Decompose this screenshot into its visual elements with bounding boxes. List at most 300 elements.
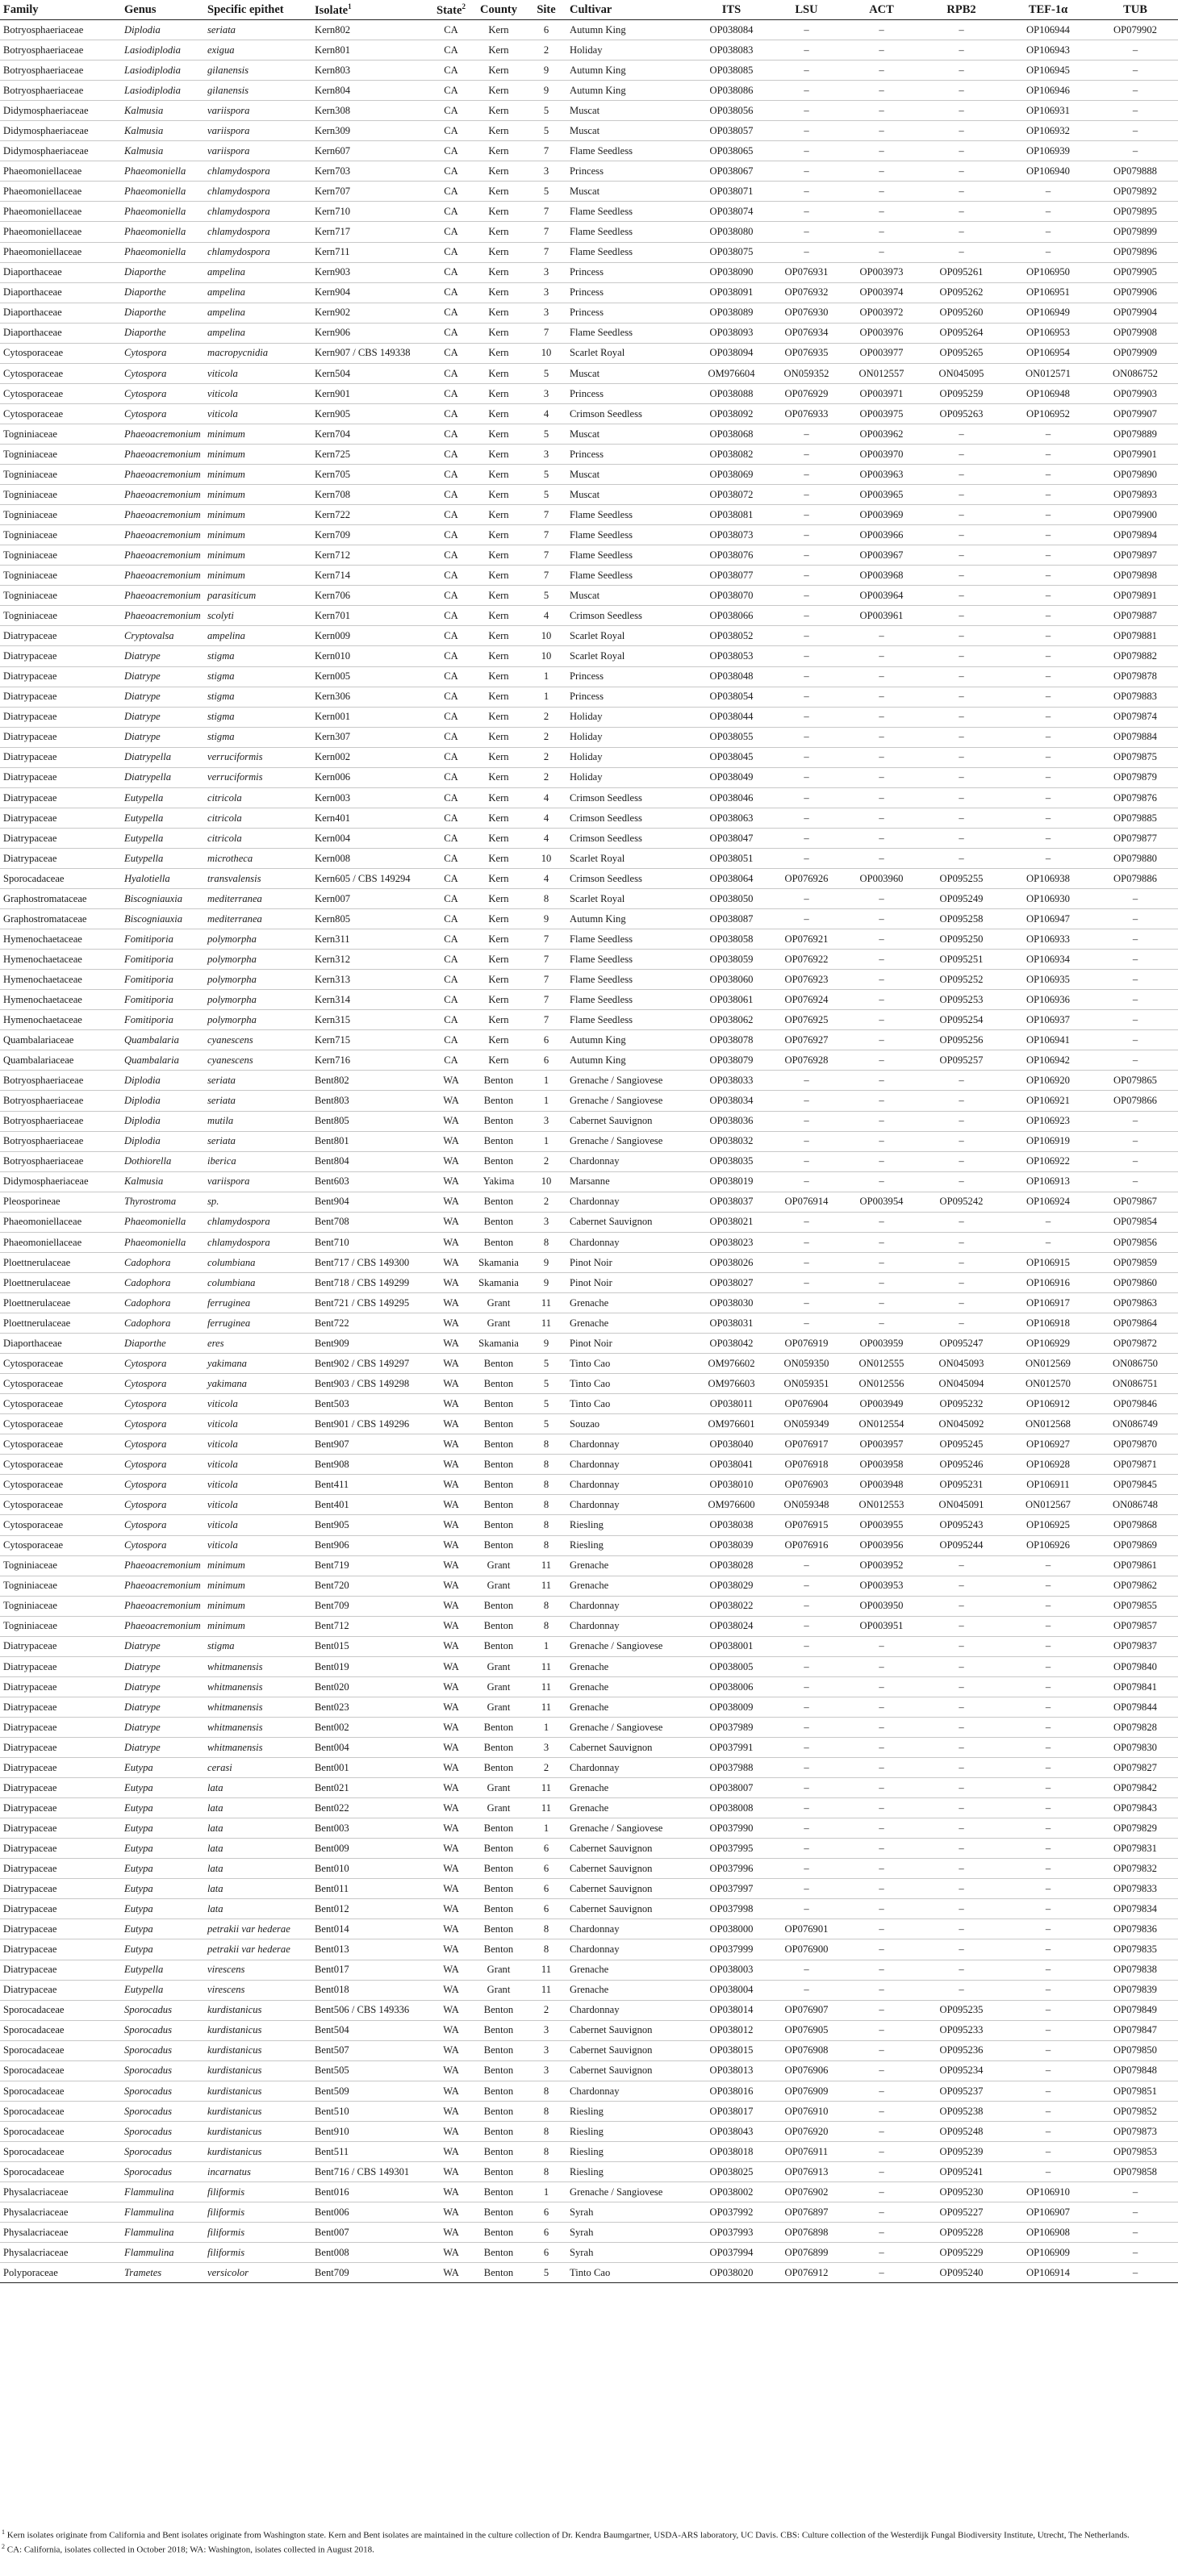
cell-county: Grant [487,1580,511,1592]
cell-genus: Kalmusia [124,1175,164,1188]
cell-isolate: Bent017 [315,1964,349,1976]
cell-cultivar: Grenache [570,1559,609,1572]
cell-genus: Thyrostroma [124,1196,177,1208]
cell-rpb2: OP095251 [939,953,984,965]
cell-isolate: Bent020 [315,1680,349,1693]
cell-rpb2: – [959,1903,964,1915]
cell-specific-epithet: verruciformis [207,771,263,783]
cell-lsu: – [804,1317,809,1329]
cell-tef1a: – [1045,468,1051,480]
cell-cultivar: Chardonnay [570,2085,620,2097]
cell-county: Benton [483,1943,514,1956]
cell-tub: OP079878 [1113,670,1157,683]
cell-tub: OP079858 [1113,2165,1157,2177]
cell-genus: Cytospora [124,1519,167,1531]
cell-state: CA [444,832,458,844]
cell-lsu: – [804,246,809,258]
cell-specific-epithet: sp. [207,1196,219,1208]
cell-cultivar: Grenache [570,1781,609,1793]
cell-tub: OP079908 [1113,327,1157,339]
cell-specific-epithet: columbiana [207,1256,256,1268]
cell-its: OP038007 [709,1781,754,1793]
table-row [0,40,1178,61]
cell-cultivar: Riesling [570,1519,604,1531]
cell-genus: Fomitiporia [124,953,173,965]
cell-family: Physalacriaceae [3,2246,69,2258]
cell-site: 4 [543,407,549,420]
cell-county: Kern [488,953,509,965]
cell-state: CA [444,711,458,723]
cell-its: OP038090 [709,266,754,278]
cell-county: Kern [488,872,509,884]
cell-county: Kern [488,771,509,783]
cell-tef1a: – [1045,1600,1051,1612]
cell-cultivar: Flame Seedless [570,226,633,238]
column-header-label: LSU [795,2,818,16]
cell-specific-epithet: minimum [207,428,245,440]
cell-specific-epithet: kurdistanicus [207,2145,262,2157]
cell-tub: – [1132,1054,1138,1067]
cell-isolate: Kern005 [315,670,351,683]
cell-cultivar: Flame Seedless [570,508,633,520]
table-row [0,444,1178,464]
cell-specific-epithet: eres [207,1337,224,1349]
cell-family: Togniniaceae [3,488,57,500]
cell-site: 11 [541,1802,552,1814]
cell-lsu: – [804,1236,809,1248]
cell-lsu: – [804,832,809,844]
table-row [0,505,1178,525]
cell-its: OP038069 [709,468,754,480]
cell-isolate: Bent509 [315,2085,349,2097]
cell-rpb2: ON045094 [938,1377,984,1389]
cell-its: OP038083 [709,44,754,56]
cell-site: 10 [541,852,552,864]
cell-act: – [879,650,884,662]
cell-isolate: Kern902 [315,307,351,319]
cell-county: Kern [488,468,509,480]
cell-tub: OP079882 [1113,650,1157,662]
table-row [0,1960,1178,1980]
cell-tef1a: OP106949 [1026,307,1070,319]
cell-state: CA [444,691,458,703]
cell-lsu: – [804,1721,809,1733]
cell-state: WA [443,1943,459,1956]
cell-county: Kern [488,912,509,925]
cell-genus: Fomitiporia [124,993,173,1005]
cell-its: OP038089 [709,307,754,319]
table-row [0,222,1178,242]
cell-rpb2: ON045093 [938,1357,984,1369]
cell-its: OP038070 [709,590,754,602]
table-row [0,1030,1178,1050]
cell-specific-epithet: kurdistanicus [207,2105,262,2117]
cell-specific-epithet: kurdistanicus [207,2125,262,2137]
cell-state: CA [444,953,458,965]
table-row [0,262,1178,282]
table-row [0,1354,1178,1374]
table-row [0,606,1178,626]
cell-isolate: Kern904 [315,286,351,299]
cell-site: 3 [543,1741,549,1753]
cell-tub: OP079888 [1113,165,1157,177]
cell-its: OP038037 [709,1196,754,1208]
cell-lsu: – [804,226,809,238]
cell-lsu: – [804,791,809,804]
cell-state: CA [444,1034,458,1046]
cell-tub: ON086752 [1113,367,1158,379]
cell-county: Benton [483,2246,514,2258]
cell-family: Botryosphaeriaceae [3,1135,84,1147]
cell-county: Kern [488,508,509,520]
cell-cultivar: Chardonnay [570,1236,620,1248]
cell-lsu: OP076906 [784,2065,829,2077]
column-header-genus [121,0,204,20]
cell-state: WA [443,1115,459,1127]
cell-state: CA [444,226,458,238]
cell-rpb2: – [959,1095,964,1107]
cell-lsu: – [804,1964,809,1976]
cell-family: Diatrypaceae [3,711,57,723]
cell-tub: ON086750 [1113,1357,1158,1369]
cell-tef1a: – [1045,2004,1051,2016]
cell-site: 3 [543,286,549,299]
cell-act: – [879,2044,884,2056]
cell-site: 9 [543,912,549,925]
cell-site: 3 [543,387,549,399]
cell-isolate: Bent708 [315,1216,349,1228]
cell-its: OP038064 [709,872,754,884]
cell-rpb2: – [959,226,964,238]
cell-lsu: – [804,1620,809,1632]
cell-lsu: OP076922 [784,953,829,965]
cell-genus: Cytospora [124,387,167,399]
table-footnotes [0,2527,1178,2555]
cell-genus: Phaeoacremonium [124,1620,201,1632]
cell-isolate: Bent019 [315,1660,349,1672]
cell-site: 10 [541,347,552,359]
cell-site: 11 [541,1984,552,1996]
cell-its: OM976601 [708,1417,755,1430]
cell-isolate: Bent002 [315,1721,349,1733]
cell-site: 8 [543,1600,549,1612]
cell-family: Togniniaceae [3,1620,57,1632]
cell-tef1a: – [1045,448,1051,460]
cell-county: Skamania [478,1337,519,1349]
cell-site: 3 [543,165,549,177]
cell-rpb2: – [959,64,964,76]
cell-county: Benton [483,1600,514,1612]
cell-act: – [879,2186,884,2198]
cell-family: Botryosphaeriaceae [3,64,84,76]
cell-isolate: Kern901 [315,387,351,399]
cell-act: – [879,1842,884,1854]
cell-genus: Fomitiporia [124,973,173,985]
cell-site: 1 [543,1135,549,1147]
cell-family: Sporocadaceae [3,2065,65,2077]
cell-genus: Cadophora [124,1276,171,1288]
cell-its: OP038004 [709,1984,754,1996]
cell-its: OP038022 [709,1600,754,1612]
cell-rpb2: – [959,711,964,723]
cell-family: Hymenochaetaceae [3,973,82,985]
cell-rpb2: – [959,448,964,460]
cell-family: Diatrypaceae [3,1842,57,1854]
cell-lsu: – [804,691,809,703]
cell-rpb2: – [959,528,964,541]
cell-state: WA [443,1680,459,1693]
table-row [0,1313,1178,1334]
cell-act: – [879,1701,884,1713]
table-row [0,566,1178,586]
cell-its: OP038052 [709,630,754,642]
cell-tef1a: – [1045,1842,1051,1854]
cell-state: WA [443,1236,459,1248]
cell-state: WA [443,1519,459,1531]
cell-act: – [879,832,884,844]
cell-county: Kern [488,84,509,96]
cell-family: Botryosphaeriaceae [3,1095,84,1107]
cell-act: OP003952 [859,1559,904,1572]
cell-state: WA [443,1640,459,1652]
cell-isolate: Bent904 [315,1196,349,1208]
cell-lsu: – [804,1155,809,1167]
cell-cultivar: Princess [570,286,604,299]
cell-family: Diatrypaceae [3,1802,57,1814]
cell-isolate: Kern401 [315,812,351,824]
cell-act: – [879,852,884,864]
cell-family: Sporocadaceae [3,2085,65,2097]
cell-site: 2 [543,1196,549,1208]
cell-rpb2: – [959,206,964,218]
cell-site: 3 [543,1216,549,1228]
cell-state: WA [443,1196,459,1208]
cell-county: Kern [488,286,509,299]
cell-rpb2: OP095242 [939,1196,984,1208]
cell-tef1a: OP106916 [1026,1276,1070,1288]
cell-state: WA [443,1822,459,1834]
cell-act: – [879,1014,884,1026]
cell-act: OP003970 [859,448,904,460]
cell-tub: OP079871 [1113,1459,1157,1471]
cell-its: OP038084 [709,23,754,35]
table-row [0,727,1178,747]
cell-lsu: OP076905 [784,2024,829,2036]
cell-cultivar: Chardonnay [570,2004,620,2016]
cell-state: CA [444,549,458,561]
cell-site: 7 [543,953,549,965]
cell-tef1a: OP106948 [1026,387,1070,399]
cell-tef1a: – [1045,2105,1051,2117]
cell-county: Kern [488,670,509,683]
cell-genus: Cytospora [124,1397,167,1409]
column-header-label: County [480,2,517,16]
cell-act: – [879,1075,884,1087]
cell-specific-epithet: chlamydospora [207,226,270,238]
cell-rpb2: OP095240 [939,2266,984,2278]
cell-site: 2 [543,711,549,723]
cell-its: OP038040 [709,1438,754,1450]
cell-genus: Cadophora [124,1296,171,1309]
cell-county: Kern [488,165,509,177]
cell-specific-epithet: whitmanensis [207,1741,263,1753]
cell-state: CA [444,64,458,76]
cell-tef1a: – [1045,1984,1051,1996]
cell-tef1a: – [1045,1620,1051,1632]
cell-rpb2: OP095253 [939,993,984,1005]
cell-tef1a: – [1045,1236,1051,1248]
cell-tef1a: OP106941 [1026,1034,1070,1046]
cell-act: – [879,1135,884,1147]
cell-tef1a: OP106920 [1026,1075,1070,1087]
cell-act: – [879,1721,884,1733]
cell-lsu: OP076925 [784,1014,829,1026]
cell-isolate: Bent010 [315,1862,349,1874]
cell-genus: Cryptovalsa [124,630,174,642]
cell-act: – [879,2004,884,2016]
footnote-2 [2,2541,1176,2556]
cell-act: – [879,1216,884,1228]
cell-family: Togniniaceae [3,1600,57,1612]
cell-state: WA [443,1923,459,1935]
cell-county: Kern [488,650,509,662]
cell-family: Cytosporaceae [3,1479,64,1491]
cell-tub: OP079868 [1113,1519,1157,1531]
cell-genus: Diplodia [124,1095,161,1107]
cell-state: WA [443,1357,459,1369]
cell-act: OP003958 [859,1459,904,1471]
cell-act: – [879,1781,884,1793]
cell-lsu: – [804,670,809,683]
cell-cultivar: Grenache / Sangiovese [570,1822,663,1834]
cell-site: 6 [543,1034,549,1046]
cell-its: OP038035 [709,1155,754,1167]
cell-cultivar: Muscat [570,124,600,136]
cell-specific-epithet: incarnatus [207,2165,251,2177]
cell-lsu: – [804,1075,809,1087]
cell-act: – [879,953,884,965]
cell-site: 5 [543,104,549,116]
cell-lsu: OP076914 [784,1196,829,1208]
cell-tef1a: – [1045,569,1051,581]
cell-its: OP038065 [709,145,754,157]
cell-tef1a: – [1045,2085,1051,2097]
cell-tub: OP079853 [1113,2145,1157,2157]
cell-specific-epithet: whitmanensis [207,1701,263,1713]
cell-specific-epithet: viticola [207,407,238,420]
cell-genus: Diatrype [124,650,161,662]
cell-state: CA [444,387,458,399]
cell-specific-epithet: stigma [207,711,235,723]
cell-state: WA [443,1559,459,1572]
cell-its: OP038018 [709,2145,754,2157]
table-row [0,2243,1178,2263]
cell-site: 1 [543,691,549,703]
cell-genus: Diatrype [124,711,161,723]
cell-tub: OP079828 [1113,1721,1157,1733]
cell-county: Benton [483,1075,514,1087]
cell-tef1a: – [1045,650,1051,662]
cell-specific-epithet: polymorpha [207,953,257,965]
cell-site: 5 [543,2266,549,2278]
cell-state: WA [443,1984,459,1996]
cell-isolate: Kern607 [315,145,351,157]
cell-specific-epithet: parasiticum [207,590,257,602]
cell-rpb2: – [959,1155,964,1167]
cell-cultivar: Cabernet Sauvignon [570,2024,653,2036]
cell-cultivar: Syrah [570,2206,594,2218]
table-row [0,343,1178,363]
cell-act: – [879,2266,884,2278]
cell-act: – [879,186,884,198]
cell-cultivar: Riesling [570,1539,604,1551]
cell-site: 5 [543,488,549,500]
cell-act: – [879,2105,884,2117]
cell-family: Diaporthaceae [3,1337,62,1349]
cell-rpb2: – [959,1660,964,1672]
cell-site: 8 [543,1519,549,1531]
cell-tub: OP079874 [1113,711,1157,723]
column-header-lsu [769,0,844,20]
cell-family: Didymosphaeriaceae [3,124,89,136]
cell-family: Togniniaceae [3,549,57,561]
cell-isolate: Bent906 [315,1539,349,1551]
cell-lsu: – [804,145,809,157]
cell-act: – [879,1883,884,1895]
cell-genus: Kalmusia [124,124,164,136]
cell-specific-epithet: cerasi [207,1761,232,1773]
cell-site: 9 [543,84,549,96]
cell-state: WA [443,2004,459,2016]
cell-its: OP038012 [709,2024,754,2036]
cell-tub: OP079862 [1113,1580,1157,1592]
table-row [0,303,1178,323]
cell-genus: Phaeoacremonium [124,428,201,440]
cell-family: Botryosphaeriaceae [3,84,84,96]
cell-lsu: – [804,1842,809,1854]
cell-genus: Eutypa [124,1923,153,1935]
cell-family: Diatrypaceae [3,1923,57,1935]
cell-rpb2: OP095247 [939,1337,984,1349]
cell-site: 2 [543,751,549,763]
cell-county: Benton [483,1842,514,1854]
cell-act: – [879,1964,884,1976]
footnote-marker: 1 [348,2,352,10]
cell-rpb2: – [959,1276,964,1288]
cell-rpb2: – [959,610,964,622]
cell-specific-epithet: chlamydospora [207,1216,270,1228]
cell-tef1a: ON012569 [1026,1357,1071,1369]
cell-rpb2: – [959,549,964,561]
cell-act: OP003969 [859,508,904,520]
cell-isolate: Bent022 [315,1802,349,1814]
cell-lsu: OP076927 [784,1034,829,1046]
cell-specific-epithet: ferruginea [207,1317,251,1329]
table-row [0,909,1178,929]
cell-act: ON012556 [858,1377,904,1389]
cell-tef1a: OP106947 [1026,912,1070,925]
cell-specific-epithet: iberica [207,1155,236,1167]
cell-tub: OP079857 [1113,1620,1157,1632]
cell-county: Kern [488,691,509,703]
table-row [0,808,1178,828]
cell-family: Sporocadaceae [3,2165,65,2177]
cell-isolate: Kern715 [315,1034,351,1046]
cell-cultivar: Tinto Cao [570,1397,611,1409]
cell-its: OP038054 [709,691,754,703]
cell-its: OP038008 [709,1802,754,1814]
cell-cultivar: Grenache [570,1317,609,1329]
